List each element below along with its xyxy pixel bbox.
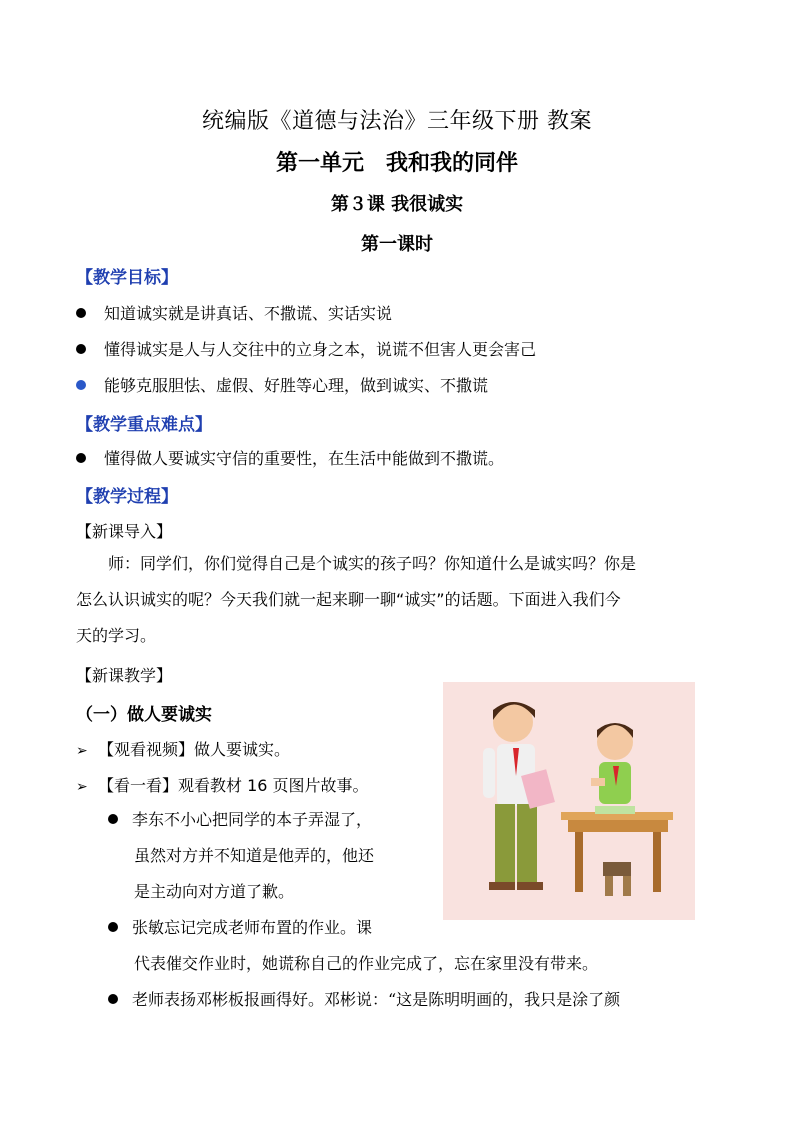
bullet-dot-icon (108, 994, 118, 1004)
goal-item: 懂得诚实是人与人交往中的立身之本，说谎不但害人更会害己 (76, 337, 536, 360)
step-item: ➢ 【看一看】观看教材 16 页图片故事。 (76, 776, 369, 795)
intro-paragraph: 师：同学们，你们觉得自己是个诚实的孩子吗？你知道什么是诚实吗？你是 怎么认识诚实的呢？今天我们就一起来聊一聊“诚实”的话题。下面进入我们今 天的学习。 (76, 554, 637, 645)
bullet-dot-icon (76, 453, 86, 463)
story-3: 老师表扬邓彬板报画得好。邓彬说：“这是陈明明画的，我只是涂了颜 (108, 982, 620, 1018)
arrow-bullet-icon: ➢ (76, 779, 88, 795)
story-1: 李东不小心把同学的本子弄湿了， 虽然对方并不知道是他弄的，他还 是主动向对方道了歉。 (108, 802, 374, 910)
step-item: ➢ 【观看视频】做人要诚实。 (76, 740, 291, 759)
boy-apologizing-illustration (443, 682, 695, 920)
process-heading: 【教学过程】 (76, 487, 178, 507)
story-2: 张敏忘记完成老师布置的作业。课 代表催交作业时，她谎称自己的作业完成了，忘在家里没有带来。 (108, 910, 598, 982)
unit-title: 第一单元 我和我的同伴 (275, 150, 518, 176)
goal-item: 能够克服胆怯、虚假、好胜等心理，做到诚实、不撒谎 (76, 373, 488, 396)
part1-title: （一）做人要诚实 (76, 705, 212, 725)
teaching-label: 【新课教学】 (76, 666, 173, 685)
intro-label: 【新课导入】 (76, 522, 173, 541)
bullet-dot-icon (76, 344, 86, 354)
bullet-dot-icon (108, 814, 118, 824)
bullet-dot-icon (76, 380, 86, 390)
bullet-dot-icon (76, 308, 86, 318)
goal-item: 知道诚实就是讲真话、不撒谎、实话实说 (76, 301, 392, 324)
key-points-heading: 【教学重点难点】 (76, 415, 212, 435)
lesson-title: 第３课 我很诚实 (330, 194, 464, 215)
bullet-dot-icon (108, 922, 118, 932)
arrow-bullet-icon: ➢ (76, 743, 88, 759)
key-point-item: 懂得做人要诚实守信的重要性，在生活中能做到不撒谎。 (76, 446, 504, 469)
story-illustration (443, 682, 695, 920)
document-title: 统编版《道德与法治》三年级下册 教案 (202, 109, 592, 134)
goals-heading: 【教学目标】 (76, 268, 178, 288)
period-title: 第一课时 (361, 234, 433, 255)
